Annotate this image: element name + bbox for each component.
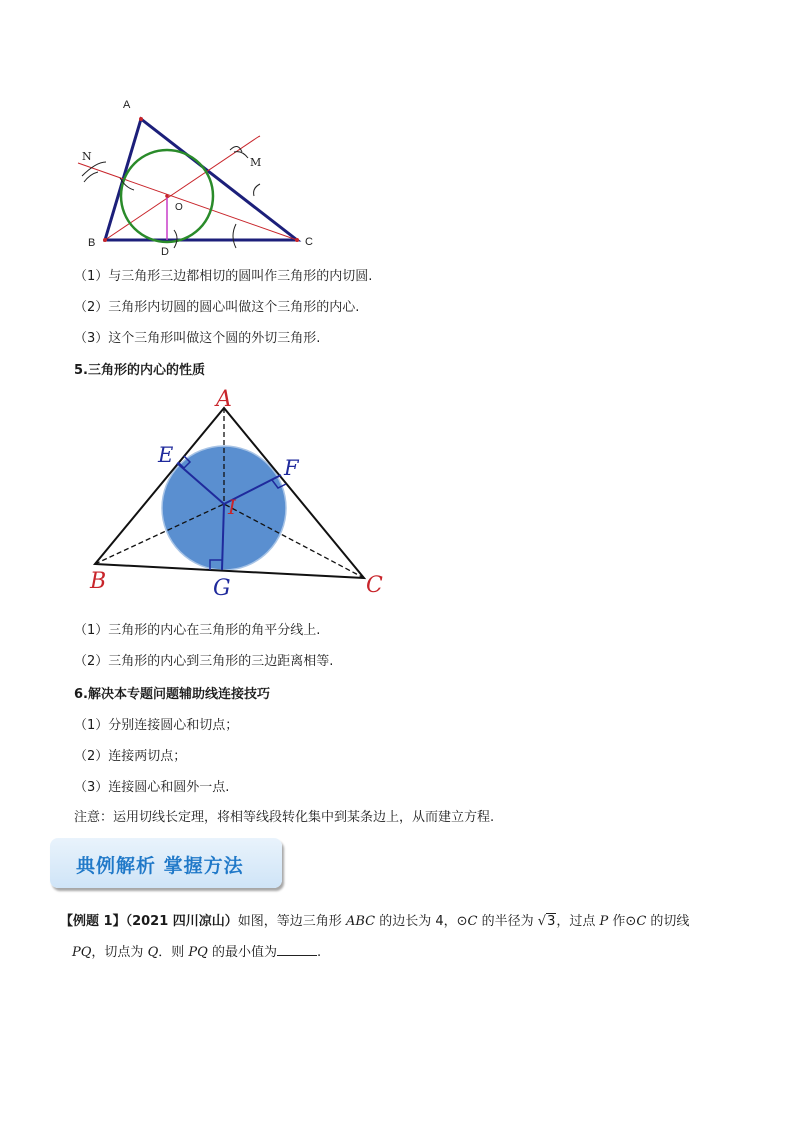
label-g: G — [213, 576, 231, 601]
incircle-note-2: （2）三角形内切圆的圆心叫做这个三角形的内心. — [74, 300, 360, 315]
label-e: E — [158, 443, 174, 467]
label-n: N — [82, 150, 92, 163]
example-1-line-2 — [72, 943, 740, 963]
label-d: D — [161, 246, 169, 258]
example-text-5: 作⊙ — [612, 914, 637, 929]
vertex-a-dot — [139, 117, 143, 121]
label-c: C — [305, 236, 313, 248]
example-text-4: ，过点 — [556, 914, 596, 929]
tip-2: （2）连接两切点； — [74, 749, 187, 764]
incenter-property-figure — [82, 388, 402, 608]
answer-blank[interactable] — [277, 943, 317, 956]
arc-m2 — [234, 152, 248, 158]
example-text-8: ．则 — [158, 945, 185, 960]
incircle-note-1: （1）与三角形三边都相切的圆叫作三角形的内切圆. — [74, 269, 373, 284]
center-o-dot — [165, 194, 169, 198]
triangle-name: ABC — [345, 914, 376, 929]
vertex-c-dot — [295, 238, 299, 242]
label-m: M — [250, 156, 262, 169]
label-i: I — [228, 495, 236, 519]
example-1-line-1 — [60, 912, 740, 932]
example-text-6: 的切线 — [650, 914, 690, 929]
example-text-2: 的边长为 4，⊙ — [379, 914, 468, 929]
circle-center-1: C — [467, 914, 478, 929]
banner-text: 典例解析 掌握方法 — [76, 855, 244, 877]
example-text-3: 的半径为 — [481, 914, 534, 929]
example-1 — [60, 912, 740, 963]
section-banner — [50, 838, 282, 888]
arc-n2 — [84, 172, 98, 182]
label-f: F — [284, 456, 299, 480]
label-b-2: B — [90, 569, 107, 594]
example-tag: 【例题 1】 — [60, 914, 126, 929]
label-c-2: C — [366, 573, 383, 598]
circle-center-2: C — [636, 914, 647, 929]
point-p: P — [599, 914, 609, 929]
point-q: Q — [147, 945, 159, 960]
example-text-9: 的最小值为 — [211, 945, 277, 960]
sqrt-value: 3 — [547, 914, 556, 929]
example-text-10: . — [316, 945, 322, 960]
example-source: （2021 四川凉山） — [125, 914, 238, 929]
label-o: O — [175, 202, 183, 213]
segment-pq-2: PQ — [188, 945, 208, 960]
section-5-title: 5.三角形的内心的性质 — [74, 363, 205, 378]
arc-c — [233, 224, 236, 248]
incircle-note-3: （3）这个三角形叫做这个圆的外切三角形. — [74, 331, 321, 346]
vertex-b-dot — [103, 238, 107, 242]
label-a-2: A — [216, 388, 232, 412]
incenter-note-1: （1）三角形的内心在三角形的角平分线上. — [74, 623, 321, 638]
label-b: B — [88, 237, 96, 249]
example-text-7: ，切点为 — [91, 945, 144, 960]
sqrt-three — [538, 912, 557, 932]
section-6-title: 6.解决本专题问题辅助线连接技巧 — [74, 687, 270, 702]
tip-3: （3）连接圆心和圆外一点. — [74, 780, 230, 795]
bisector-line-b — [78, 163, 297, 240]
tip-1: （1）分别连接圆心和切点； — [74, 718, 239, 733]
label-a: A — [123, 99, 131, 111]
segment-pq-1: PQ — [72, 945, 92, 960]
incircle-construction-figure — [70, 92, 340, 262]
tangent-length-note: 注意：运用切线长定理，将相等线段转化集中到某条边上，从而建立方程. — [74, 810, 495, 825]
example-text-1: 如图，等边三角形 — [237, 914, 342, 929]
bisector-extension — [258, 136, 260, 137]
incenter-note-2: （2）三角形的内心到三角形的三边距离相等. — [74, 654, 334, 669]
sqrt-symbol: √ — [537, 914, 547, 929]
triangle-abc — [105, 119, 297, 240]
arc-right-side — [254, 184, 260, 196]
